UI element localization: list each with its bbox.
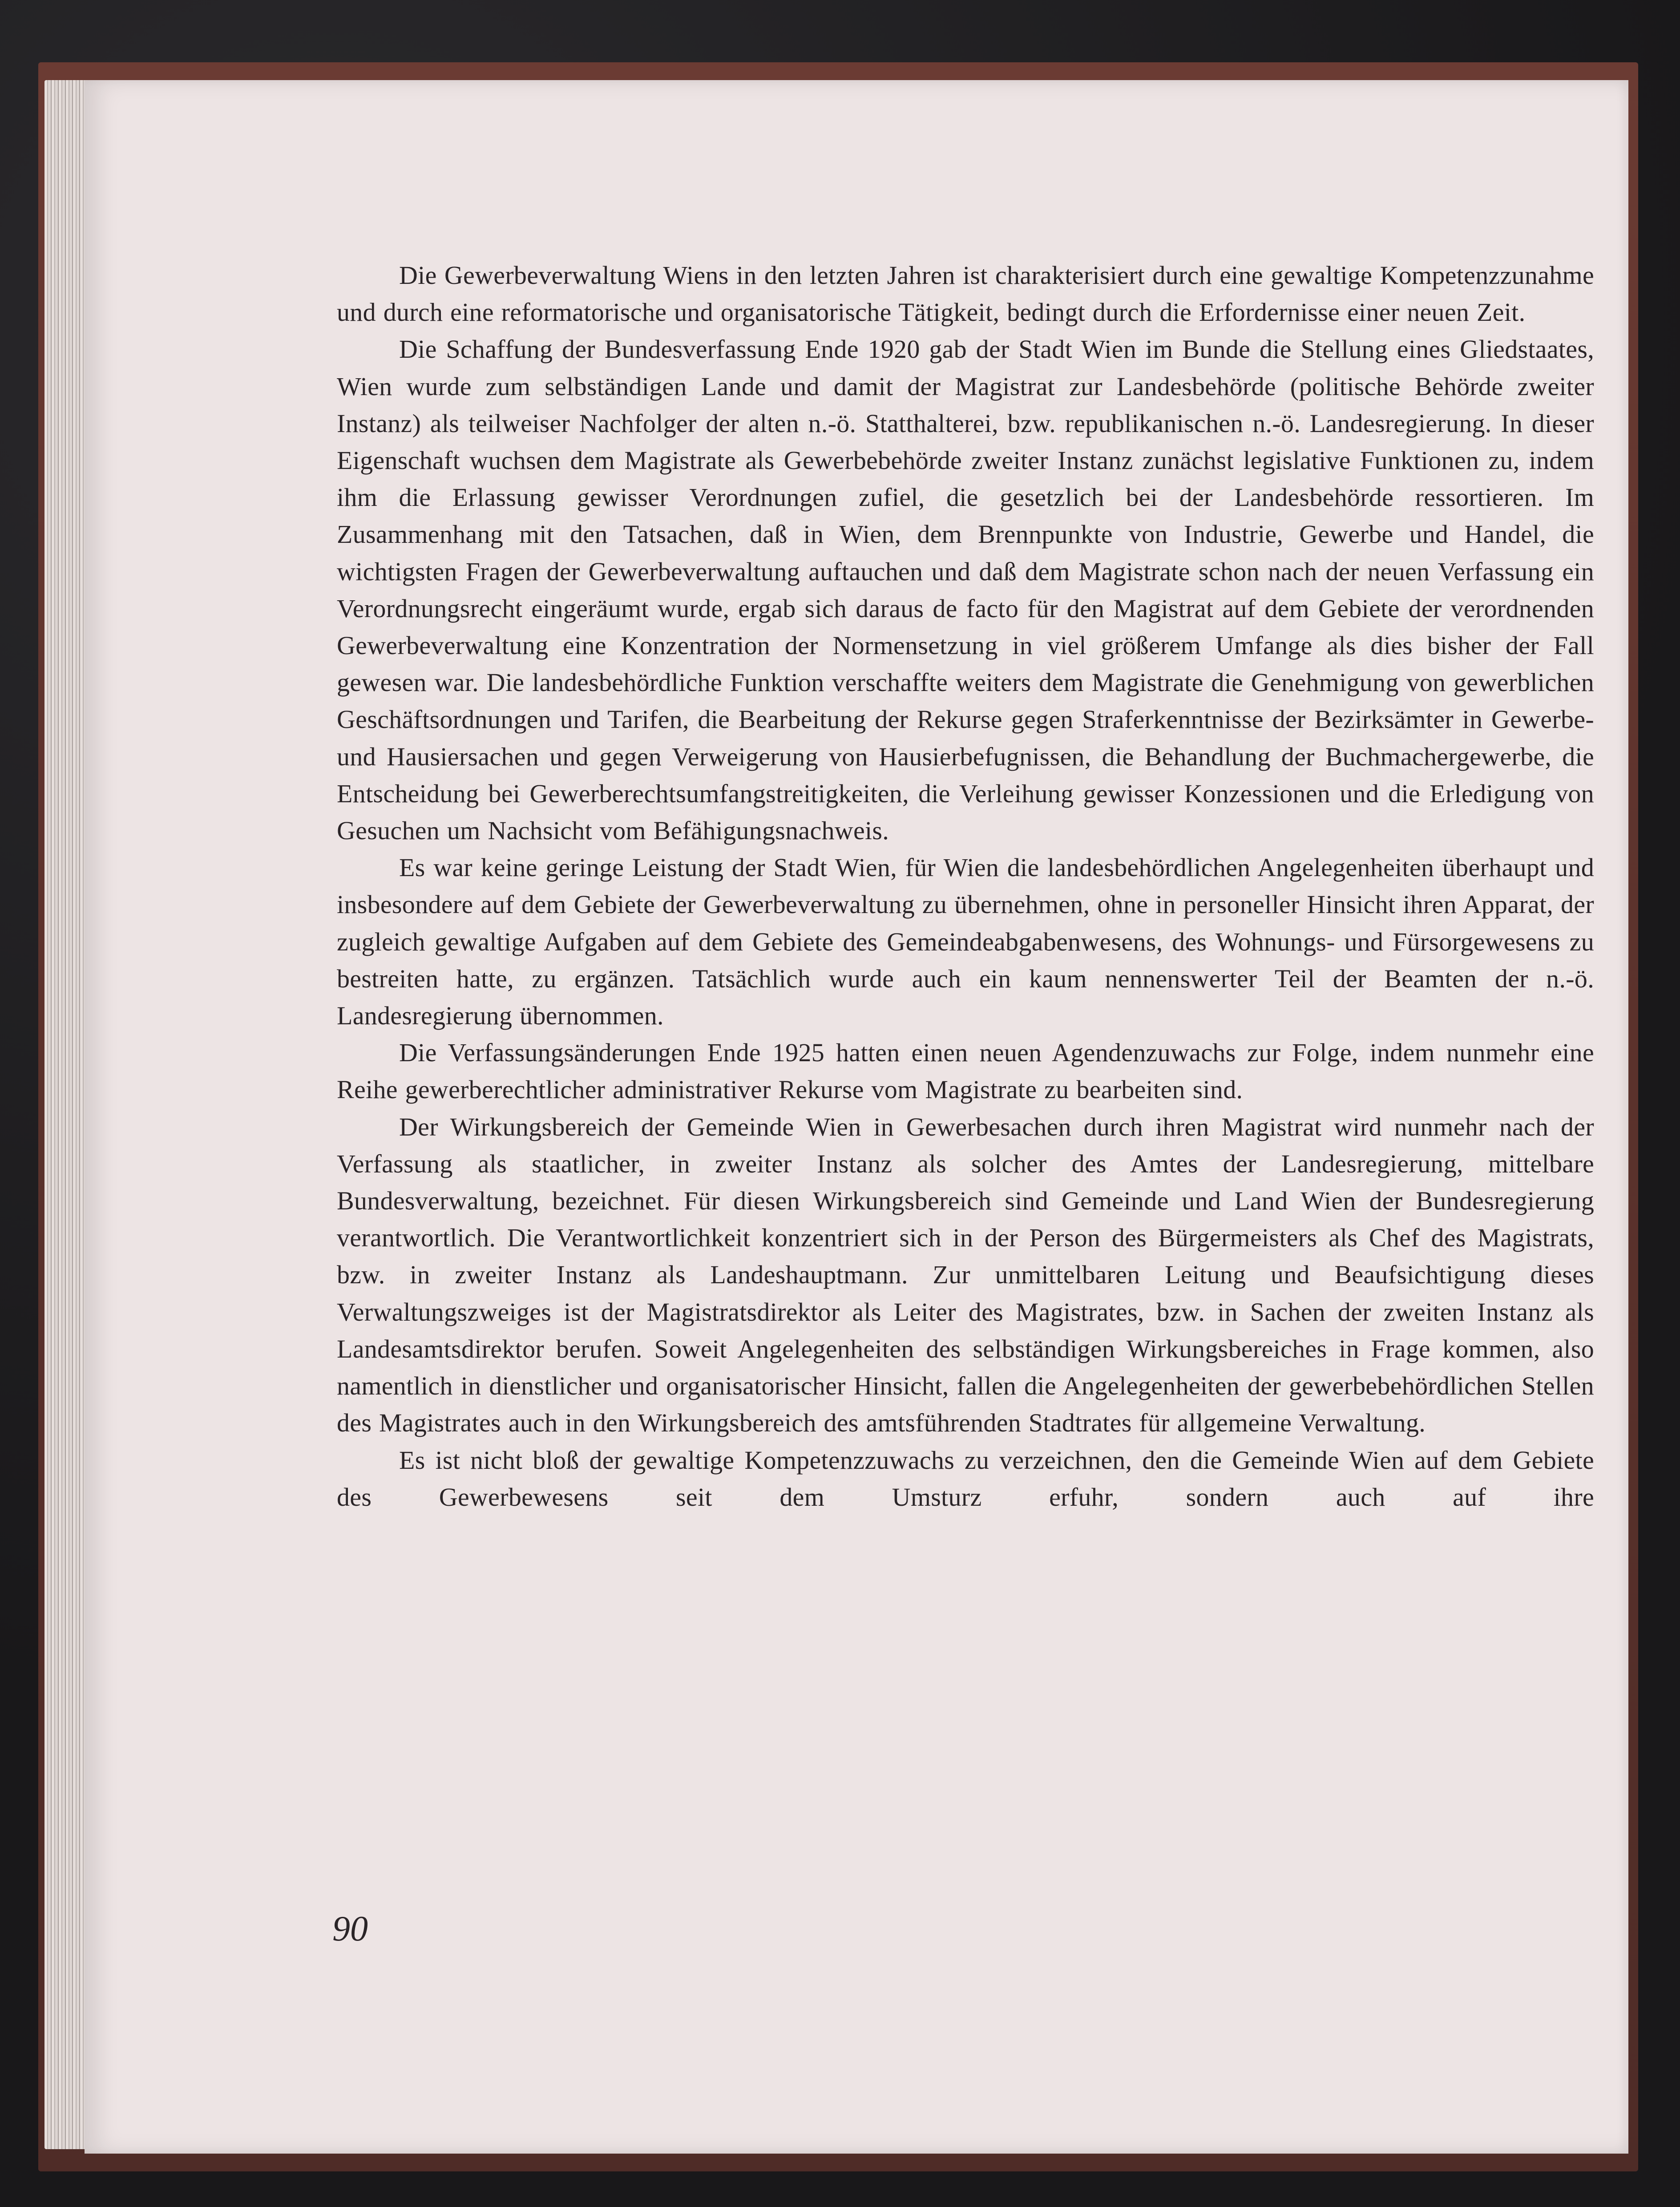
paragraph-2: Die Schaffung der Bundesverfassung Ende 1920 gab der Stadt Wien im Bunde die Stellung eines Gliedstaates, Wien wurde zum selbständigen Lande und damit der Magistrat zur Landesbehörde (politische Behörde zweiter Instanz) als teilweiser Nachfolger der alten n.-ö. Statthalterei, bzw. republikanischen n.-ö. Landesregierung. In dieser Eigenschaft wuchsen dem Magistrate als Gewerbebehörde zweiter Instanz zunächst legislative Funktionen zu, indem ihm die Erlassung gewisser Verordnungen zufiel, die gesetzlich bei der Landesbehörde ressortieren. Im Zusammenhang mit den Tatsachen, daß in Wien, dem Brennpunkte von Industrie, Gewerbe und Handel, die wichtigsten Fragen der Gewerbeverwaltung auftauchen und daß dem Magistrate schon nach der neuen Verfassung ein Verordnungsrecht eingeräumt wurde, ergab sich daraus de facto für den Magistrat auf dem Gebiete der verordnenden Gewerbeverwaltung eine Konzentration der Normensetzung in viel größerem Umfange als dies bisher der Fall gewesen war. Die landesbehördliche Funktion verschaffte weiters dem Magistrate die Genehmigung von gewerblichen Geschäftsordnungen und Tarifen, die Bearbeitung der Rekurse gegen Straferkenntnisse der Bezirksämter in Gewerbe- und Hausiersachen und gegen Verweigerung von Hausierbefugnissen, die Behandlung der Buchmachergewerbe, die Entscheidung bei Gewerberechtsumfangstreitigkeiten, die Verleihung gewisser Konzessionen und die Erledigung von Gesuchen um Nachsicht vom Befähigungsnachweis. xyxy=(337,335,1594,845)
paragraph-6: Es ist nicht bloß der gewaltige Kompetenzzuwachs zu verzeichnen, den die Gemeinde Wien auf dem Gebiete des Gewerbewesens seit dem Umsturz erfuhr, sondern auch auf ihre xyxy=(337,1445,1594,1512)
page-number: 90 xyxy=(332,1909,368,1948)
paragraph-3: Es war keine geringe Leistung der Stadt Wien, für Wien die landesbehördlichen Angelegenheiten überhaupt und insbesondere auf dem Gebiete der Gewerbeverwaltung zu übernehmen, ohne in personeller Hinsicht ihren Apparat, der zugleich gewaltige Aufgaben auf dem Gebiete des Gemeindeabgabenwesens, des Wohnungs- und Fürsorgewesens zu bestreiten hatte, zu ergänzen. Tatsächlich wurde auch ein kaum nennenswerter Teil der Beamten der n.-ö. Landesregierung übernommen. xyxy=(337,853,1594,1031)
paragraph-4: Die Verfassungsänderungen Ende 1925 hatten einen neuen Agendenzuwachs zur Folge, indem nunmehr eine Reihe gewerberechtlicher administrativer Rekurse vom Magistrate zu bearbeiten sind. xyxy=(337,1038,1594,1104)
paragraph-5: Der Wirkungsbereich der Gemeinde Wien in Gewerbesachen durch ihren Magistrat wird nunmehr nach der Verfassung als staatlicher, in zweiter Instanz als solcher des Amtes der Landesregierung, mittelbare Bundesverwaltung, bezeichnet. Für diesen Wirkungsbereich sind Gemeinde und Land Wien der Bundesregierung verantwortlich. Die Verantwortlichkeit konzentriert sich in der Person des Bürgermeisters als Chef des Magistrats, bzw. in zweiter Instanz als Landeshauptmann. Zur unmittelbaren Leitung und Beaufsichtigung dieses Verwaltungszweiges ist der Magistratsdirektor als Leiter des Magistrates, bzw. in Sachen der zweiten Instanz als Landesamtsdirektor berufen. Soweit Angelegenheiten des selbständigen Wirkungsbereiches in Frage kommen, also namentlich in dienstlicher und organisatorischer Hinsicht, fallen die Angelegenheiten der gewerbebehördlichen Stellen des Magistrates auch in den Wirkungsbereich des amtsführenden Stadtrates für allgemeine Verwaltung. xyxy=(337,1112,1594,1438)
paragraph-1: Die Gewerbeverwaltung Wiens in den letzten Jahren ist charakterisiert durch eine gewaltige Kompetenzzunahme und durch eine reformatorische und organisatorische Tätigkeit, bedingt durch die Erfordernisse einer neuen Zeit. xyxy=(337,261,1594,327)
book-page xyxy=(85,80,1628,2154)
body-text xyxy=(337,257,1594,1516)
